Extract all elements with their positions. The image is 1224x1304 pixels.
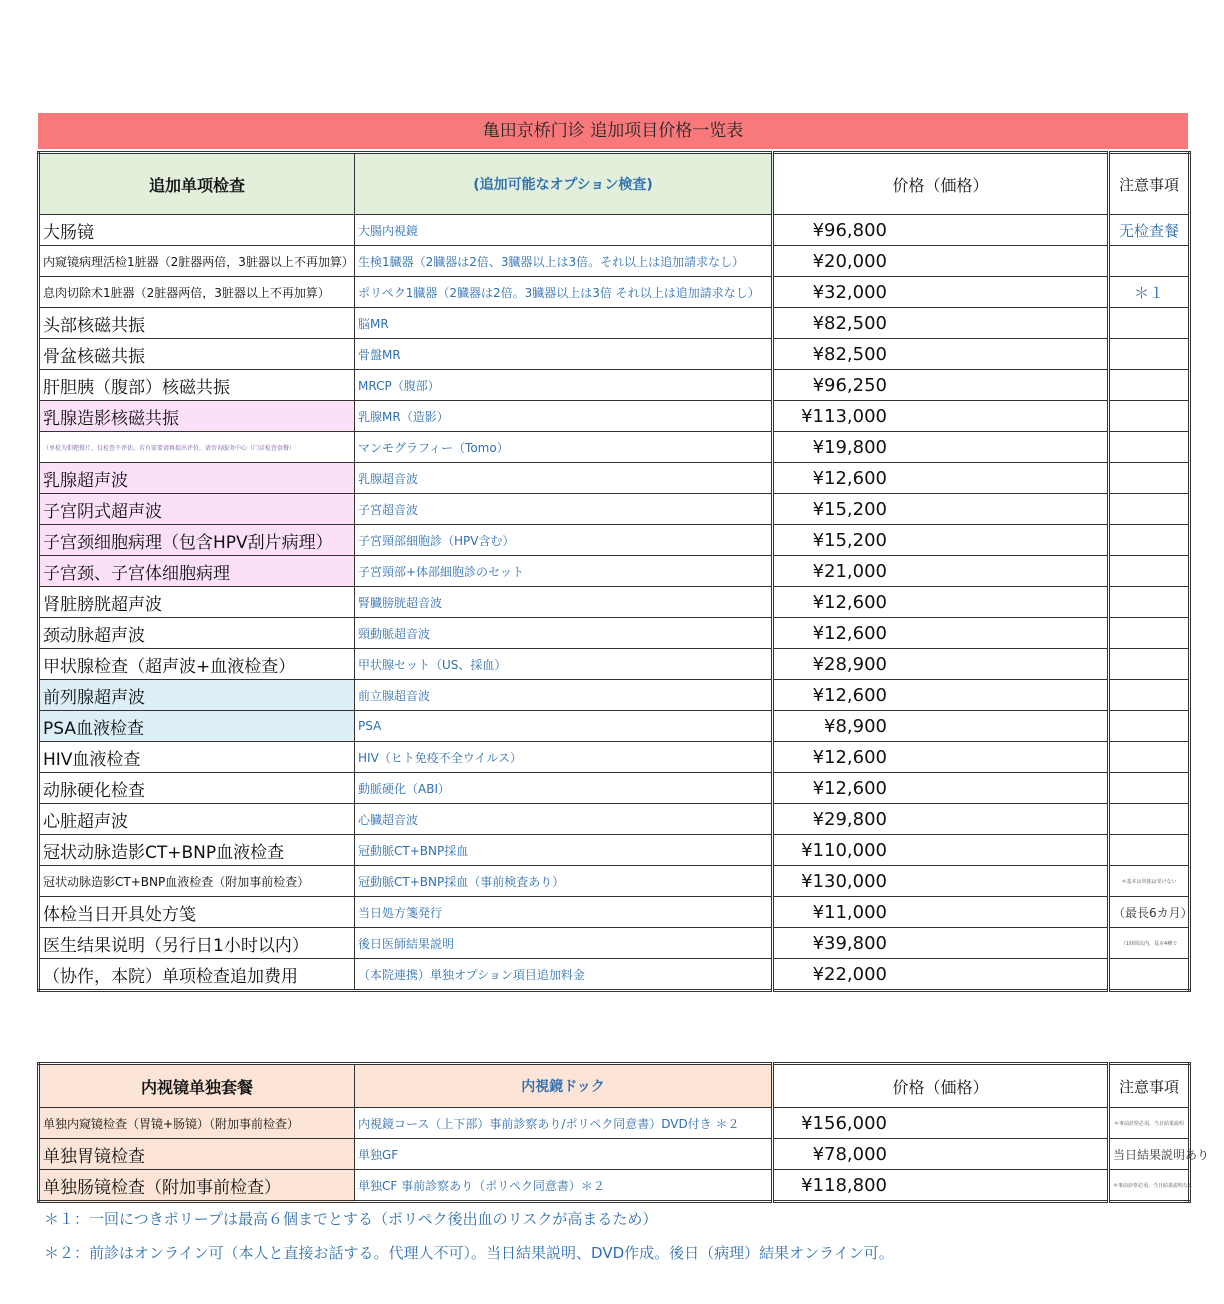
- item-note: ＊基本は単独は受けない: [1109, 866, 1190, 897]
- item-price: ¥12,600: [773, 463, 1109, 494]
- item-name-cn: PSA血液检查: [39, 711, 355, 742]
- table-row: [39, 556, 1190, 587]
- item-note: [1109, 835, 1190, 866]
- item-name-jp: 生検1臓器（2臓器は2倍、3臓器以上は3倍。それ以上は追加請求なし）: [355, 246, 773, 277]
- item-note: [1109, 959, 1190, 991]
- item-note: [1109, 804, 1190, 835]
- item-price: ¥20,000: [773, 246, 1109, 277]
- item-note: [1109, 308, 1190, 339]
- table-row: [39, 711, 1190, 742]
- item-price: ¥118,800: [773, 1170, 1109, 1202]
- table-row: [39, 339, 1190, 370]
- item-name-jp: ポリペク1臓器（2臓器は2倍。3臓器以上は3倍 それ以上は追加請求なし）: [355, 277, 773, 308]
- table-row: [39, 804, 1190, 835]
- item-name-jp: 心臓超音波: [355, 804, 773, 835]
- table-row: [39, 370, 1190, 401]
- item-price: ¥28,900: [773, 649, 1109, 680]
- header-notes: 注意事項: [1109, 153, 1190, 215]
- item-name-cn: 单独内窥镜检查（胃镜+肠镜）（附加事前检查）: [39, 1108, 355, 1139]
- table-row: [39, 1170, 1190, 1202]
- table-row: [39, 649, 1190, 680]
- item-price: ¥78,000: [773, 1139, 1109, 1170]
- item-price: ¥12,600: [773, 773, 1109, 804]
- item-name-jp: 乳腺超音波: [355, 463, 773, 494]
- item-name-cn: 医生结果说明（另行日1小时以内）: [39, 928, 355, 959]
- item-price: ¥39,800: [773, 928, 1109, 959]
- item-note: [1109, 711, 1190, 742]
- item-note: 当日結果説明あり: [1109, 1139, 1190, 1170]
- item-name-jp: 腎臓膀胱超音波: [355, 587, 773, 618]
- item-name-cn: （单检为钼靶摄片，仅检查不评估，若有需要请再提出评价，请咨询服务中心（门诊检查套餐）: [39, 432, 355, 463]
- item-name-jp: 頸動脈超音波: [355, 618, 773, 649]
- item-name-cn: 骨盆核磁共振: [39, 339, 355, 370]
- item-price: ¥156,000: [773, 1108, 1109, 1139]
- page-title: 亀田京桥门诊 追加项目价格一览表: [38, 113, 1188, 149]
- item-note: [1109, 463, 1190, 494]
- item-note: [1109, 432, 1190, 463]
- item-name-cn: 头部核磁共振: [39, 308, 355, 339]
- item-price: ¥22,000: [773, 959, 1109, 991]
- table-row: [39, 680, 1190, 711]
- item-name-jp: 前立腺超音波: [355, 680, 773, 711]
- item-name-cn: 前列腺超声波: [39, 680, 355, 711]
- table-row: [39, 835, 1190, 866]
- item-name-cn: 肾脏膀胱超声波: [39, 587, 355, 618]
- item-name-jp: 子宮頸部+体部細胞診のセット: [355, 556, 773, 587]
- item-name-jp: MRCP（腹部）: [355, 370, 773, 401]
- item-price: ¥19,800: [773, 432, 1109, 463]
- item-name-cn: （协作，本院）单项检查追加费用: [39, 959, 355, 991]
- item-name-jp: 動脈硬化（ABI）: [355, 773, 773, 804]
- item-note: （1時間以内、基本4種で: [1109, 928, 1190, 959]
- item-price: ¥113,000: [773, 401, 1109, 432]
- item-name-jp: 乳腺MR（造影）: [355, 401, 773, 432]
- table-header-row: [39, 153, 1190, 215]
- item-name-cn: 乳腺超声波: [39, 463, 355, 494]
- table-row: [39, 897, 1190, 928]
- item-name-cn: 大肠镜: [39, 215, 355, 246]
- item-name-cn: 动脉硬化检查: [39, 773, 355, 804]
- item-note: [1109, 401, 1190, 432]
- item-note: [1109, 680, 1190, 711]
- item-name-jp: 大腸内視鏡: [355, 215, 773, 246]
- item-price: ¥8,900: [773, 711, 1109, 742]
- footnote-2: ＊２：前診はオンライン可（本人と直接お話する。代理人不可）。当日結果説明、DVD作成。後日（病理）結果オンライン可。: [44, 1244, 894, 1262]
- table-row: [39, 742, 1190, 773]
- item-name-jp: 脳MR: [355, 308, 773, 339]
- table-row: [39, 1139, 1190, 1170]
- table-row: [39, 401, 1190, 432]
- item-note: [1109, 587, 1190, 618]
- endoscopy-package-table: [37, 1062, 1210, 1203]
- item-note: [1109, 773, 1190, 804]
- item-price: ¥82,500: [773, 308, 1109, 339]
- item-name-jp: 子宮超音波: [355, 494, 773, 525]
- table-row: [39, 215, 1190, 246]
- item-note: [1109, 370, 1190, 401]
- item-name-jp: PSA: [355, 711, 773, 742]
- item-name-jp: 当日処方箋発行: [355, 897, 773, 928]
- item-price: ¥110,000: [773, 835, 1109, 866]
- footnote-1: ＊１：一回につきポリープは最高６個までとする（ポリペク後出血のリスクが高まるため）: [44, 1210, 658, 1228]
- table-row: [39, 463, 1190, 494]
- header-item-jp: (追加可能なオプション検査): [355, 153, 773, 215]
- table-row: [39, 246, 1190, 277]
- item-name-cn: 息肉切除术1脏器（2脏器两倍，3脏器以上不再加算）: [39, 277, 355, 308]
- item-name-jp: 子宮頸部細胞診（HPV含む）: [355, 525, 773, 556]
- header-item-cn: 追加单项检查: [39, 153, 355, 215]
- item-note: [1109, 649, 1190, 680]
- item-note: [1109, 556, 1190, 587]
- table-row: [39, 494, 1190, 525]
- item-name-cn: 肝胆胰（腹部）核磁共振: [39, 370, 355, 401]
- item-price: ¥12,600: [773, 618, 1109, 649]
- table-row: [39, 432, 1190, 463]
- item-name-cn: 甲状腺检查（超声波+血液检查）: [39, 649, 355, 680]
- item-name-cn: 子宫阴式超声波: [39, 494, 355, 525]
- table-row: [39, 277, 1190, 308]
- item-name-cn: 乳腺造影核磁共振: [39, 401, 355, 432]
- item-price: ¥29,800: [773, 804, 1109, 835]
- item-name-cn: 子宫颈细胞病理（包含HPV刮片病理）: [39, 525, 355, 556]
- additional-items-table: [37, 151, 1191, 992]
- item-name-cn: 冠状动脉造影CT+BNP血液检查（附加事前检查）: [39, 866, 355, 897]
- item-note: （最長6カ月）: [1109, 897, 1190, 928]
- item-note: [1109, 742, 1190, 773]
- item-name-jp: （本院連携）単独オプション項目追加料金: [355, 959, 773, 991]
- item-name-jp: HIV（ヒト免疫不全ウイルス）: [355, 742, 773, 773]
- item-name-jp: 後日医師結果説明: [355, 928, 773, 959]
- item-name-cn: 子宫颈、子宫体细胞病理: [39, 556, 355, 587]
- item-price: ¥32,000: [773, 277, 1109, 308]
- item-name-cn: 冠状动脉造影CT+BNP血液检查: [39, 835, 355, 866]
- item-note: ＊事前診察必須、当日結果説明なし: [1109, 1170, 1190, 1202]
- item-name-cn: HIV血液检查: [39, 742, 355, 773]
- item-name-cn: 单独胃镜检查: [39, 1139, 355, 1170]
- item-name-cn: 心脏超声波: [39, 804, 355, 835]
- item-name-jp: 骨盤MR: [355, 339, 773, 370]
- table-row: [39, 928, 1190, 959]
- item-note: ＊１: [1109, 277, 1190, 308]
- item-note: [1109, 246, 1190, 277]
- item-price: ¥130,000: [773, 866, 1109, 897]
- item-price: ¥15,200: [773, 494, 1109, 525]
- table-row: [39, 618, 1190, 649]
- item-price: ¥11,000: [773, 897, 1109, 928]
- table-row: [39, 773, 1190, 804]
- header-package-cn: 内视镜单独套餐: [39, 1064, 355, 1108]
- item-name-cn: 内窥镜病理活检1脏器（2脏器两倍，3脏器以上不再加算）: [39, 246, 355, 277]
- item-name-cn: 体检当日开具处方笺: [39, 897, 355, 928]
- item-note: [1109, 618, 1190, 649]
- table-row: [39, 1108, 1190, 1139]
- item-name-cn: 单独肠镜检查（附加事前检查）: [39, 1170, 355, 1202]
- item-name-jp: 冠動脈CT+BNP採血（事前検査あり）: [355, 866, 773, 897]
- item-note: [1109, 339, 1190, 370]
- table-row: [39, 525, 1190, 556]
- item-price: ¥12,600: [773, 742, 1109, 773]
- table-row: [39, 587, 1190, 618]
- item-note: [1109, 494, 1190, 525]
- item-name-jp: マンモグラフィー（Tomo）: [355, 432, 773, 463]
- header-notes: 注意事項: [1109, 1064, 1190, 1108]
- item-name-cn: 颈动脉超声波: [39, 618, 355, 649]
- header-price: 价格（価格）: [773, 153, 1109, 215]
- header-package-jp: 内視鏡ドック: [355, 1064, 773, 1108]
- item-price: ¥82,500: [773, 339, 1109, 370]
- item-note: 无检查餐: [1109, 215, 1190, 246]
- item-name-jp: 単独CF 事前診察あり（ポリペク同意書）＊２: [355, 1170, 773, 1202]
- item-price: ¥21,000: [773, 556, 1109, 587]
- table-row: [39, 866, 1190, 897]
- item-name-jp: 単独GF: [355, 1139, 773, 1170]
- item-price: ¥12,600: [773, 587, 1109, 618]
- item-price: ¥12,600: [773, 680, 1109, 711]
- item-price: ¥15,200: [773, 525, 1109, 556]
- table-header-row: [39, 1064, 1190, 1108]
- item-name-jp: 甲状腺セット（US、採血）: [355, 649, 773, 680]
- item-name-jp: 内視鏡コース（上下部）事前診察あり/ポリペク同意書）DVD付き ＊２: [355, 1108, 773, 1139]
- table-row: [39, 959, 1190, 991]
- table-row: [39, 308, 1190, 339]
- item-name-jp: 冠動脈CT+BNP採血: [355, 835, 773, 866]
- header-price: 价格（価格）: [773, 1064, 1109, 1108]
- item-note: ＊事前診察必須、当日結果説明: [1109, 1108, 1190, 1139]
- item-price: ¥96,800: [773, 215, 1109, 246]
- item-price: ¥96,250: [773, 370, 1109, 401]
- item-note: [1109, 525, 1190, 556]
